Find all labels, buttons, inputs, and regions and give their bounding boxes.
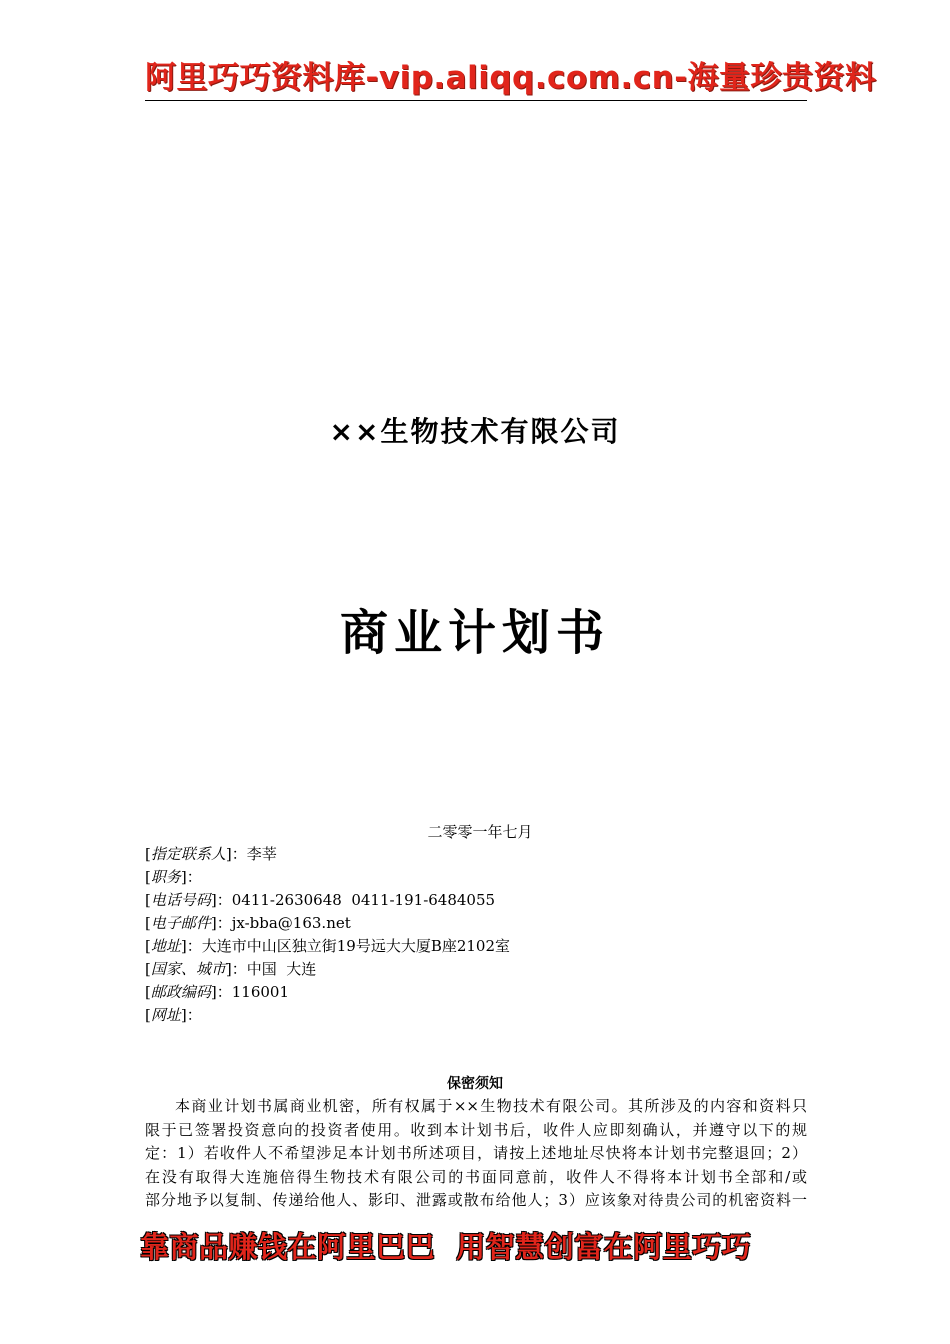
contact-label: 电子邮件 [150,914,211,932]
company-name: ××生物技术有限公司 [329,415,621,448]
contact-label: 指定联系人 [150,845,226,863]
contact-value: jx-bba@163.net [231,914,351,932]
contact-row-postal-code: [邮政编码]：116001 [145,983,289,1001]
contact-row-contact-person: [指定联系人]：李莘 [145,845,277,863]
header-banner: 阿里巧巧资料库-vip.aliqq.com.cn-海量珍贵资料 [145,60,877,96]
contact-label: 地址 [150,937,181,955]
contact-label: 职务 [150,868,181,886]
document-title: 商业计划书 [339,605,610,661]
notice-line: 定：1）若收件人不希望涉足本计划书所述项目，请按上述地址尽快将本计划书完整退回；2） [145,1144,807,1162]
contact-value: 0411-2630648 0411-191-6484055 [231,891,496,909]
contact-row-address: [地址]：大连市中山区独立街19号远大大厦B座2102室 [145,937,511,955]
confidentiality-body [145,1095,807,1213]
contact-row-position: [职务]： [145,868,202,886]
contact-label: 电话号码 [150,891,211,909]
notice-line: 限于已签署投资意向的投资者使用。收到本计划书后，收件人应即刻确认，并遵守以下的规 [145,1120,807,1139]
contact-value: 李莘 [246,845,277,863]
contact-row-email: [电子邮件]：jx-bba@163.net [145,914,351,932]
contact-label: 国家、城市 [150,960,226,978]
contact-row-website: [网址]： [145,1006,202,1024]
contact-value: 大连市中山区独立街19号远大大厦B座2102室 [201,937,511,955]
confidentiality-title: 保密须知 [447,1076,503,1092]
contact-value: 中国 大连 [246,960,317,978]
contact-row-phone: [电话号码]：0411-2630648 0411-191-6484055 [145,891,496,909]
contact-list [145,843,805,1027]
contact-label: 邮政编码 [150,983,211,1001]
notice-line: 部分地予以复制、传递给他人、影印、泄露或散布给他人；3）应该象对待贵公司的机密资料一 [145,1191,807,1209]
document-date: 二零零一年七月 [427,823,533,841]
notice-line: 在没有取得大连施倍得生物技术有限公司的书面同意前，收件人不得将本计划书全部和/或 [145,1167,807,1186]
contact-row-country-city: [国家、城市]：中国 大连 [145,960,317,978]
footer-banner: 靠商品赚钱在阿里巴巴 用智慧创富在阿里巧巧 [140,1230,752,1264]
notice-line: 本商业计划书属商业机密，所有权属于××生物技术有限公司。其所涉及的内容和资料只 [175,1097,807,1115]
contact-label: 网址 [150,1006,181,1024]
contact-value: 116001 [231,983,289,1001]
header-divider [145,100,807,101]
